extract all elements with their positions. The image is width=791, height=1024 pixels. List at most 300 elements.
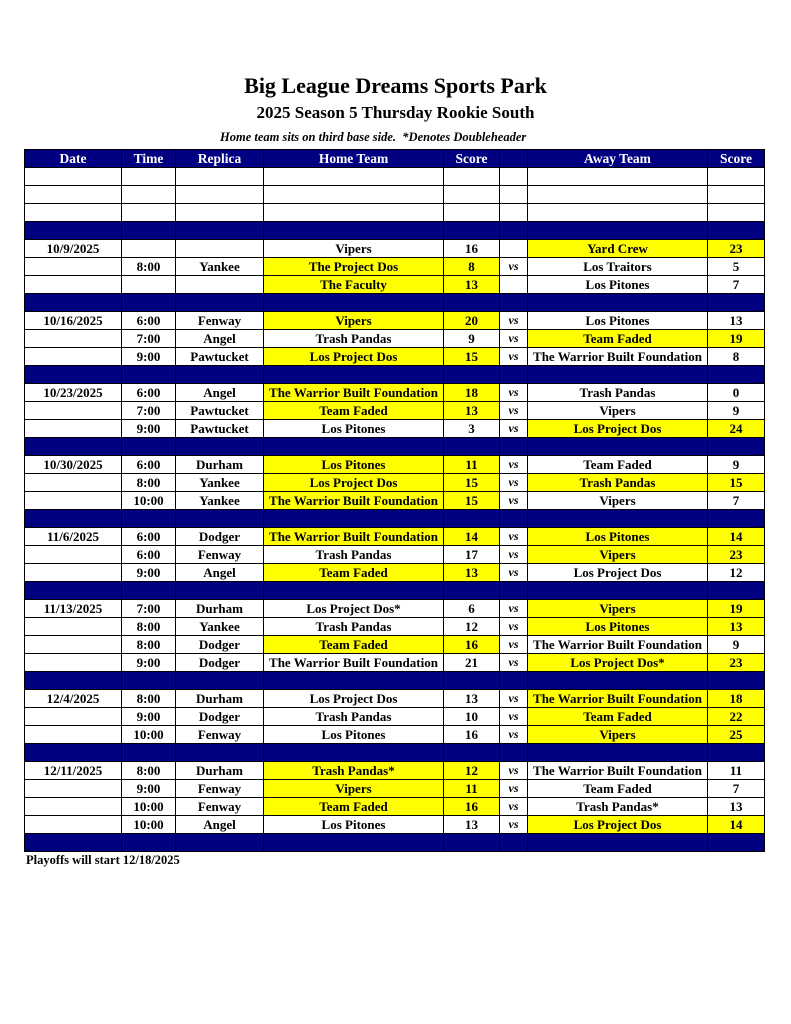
separator-cell xyxy=(264,834,444,852)
separator-cell xyxy=(122,834,176,852)
separator-cell xyxy=(528,366,708,384)
date-cell xyxy=(25,276,122,294)
home-team-cell: Team Faded xyxy=(264,564,444,582)
table-row xyxy=(25,258,765,276)
separator-cell xyxy=(264,438,444,456)
replica-cell: Durham xyxy=(176,762,264,780)
separator-cell xyxy=(122,294,176,312)
date-cell xyxy=(25,798,122,816)
away-score-cell: 7 xyxy=(708,780,765,798)
col-home-score: Score xyxy=(444,150,500,168)
away-team-cell: Los Pitones xyxy=(528,618,708,636)
separator-cell xyxy=(528,834,708,852)
away-score-cell: 13 xyxy=(708,312,765,330)
vs-cell: vs xyxy=(500,528,528,546)
separator-cell xyxy=(264,672,444,690)
date-cell: 11/13/2025 xyxy=(25,600,122,618)
home-team-cell: Los Pitones xyxy=(264,420,444,438)
away-score-cell: 9 xyxy=(708,636,765,654)
time-cell: 10:00 xyxy=(122,726,176,744)
time-cell: 10:00 xyxy=(122,492,176,510)
home-score-cell: 14 xyxy=(444,528,500,546)
separator-cell xyxy=(176,438,264,456)
away-team-cell: Los Pitones xyxy=(528,276,708,294)
vs-cell: vs xyxy=(500,564,528,582)
home-team-cell: Los Project Dos* xyxy=(264,600,444,618)
vs-cell: vs xyxy=(500,600,528,618)
home-score-cell: 13 xyxy=(444,690,500,708)
separator-cell xyxy=(122,672,176,690)
table-row xyxy=(25,636,765,654)
separator-cell xyxy=(528,582,708,600)
home-team-cell: Trash Pandas xyxy=(264,618,444,636)
home-team-cell: Vipers xyxy=(264,312,444,330)
away-team-cell: Vipers xyxy=(528,726,708,744)
separator-cell xyxy=(176,510,264,528)
separator-cell xyxy=(500,510,528,528)
table-row xyxy=(25,546,765,564)
vs-cell: vs xyxy=(500,330,528,348)
table-row xyxy=(25,330,765,348)
vs-cell: vs xyxy=(500,258,528,276)
time-cell: 7:00 xyxy=(122,600,176,618)
date-cell xyxy=(25,330,122,348)
separator-row xyxy=(25,744,765,762)
replica-cell: Dodger xyxy=(176,636,264,654)
blank-cell xyxy=(444,168,500,186)
blank-cell xyxy=(176,168,264,186)
schedule-note: Home team sits on third base side. *Denotes Doubleheader xyxy=(220,130,527,144)
away-team-cell: Los Project Dos xyxy=(528,816,708,834)
separator-cell xyxy=(528,744,708,762)
vs-cell: vs xyxy=(500,690,528,708)
replica-cell: Dodger xyxy=(176,528,264,546)
col-vs xyxy=(500,150,528,168)
home-team-cell: Trash Pandas xyxy=(264,708,444,726)
table-row xyxy=(25,276,765,294)
away-score-cell: 12 xyxy=(708,564,765,582)
date-cell xyxy=(25,780,122,798)
home-score-cell: 21 xyxy=(444,654,500,672)
vs-cell: vs xyxy=(500,798,528,816)
blank-cell xyxy=(122,204,176,222)
away-team-cell: Vipers xyxy=(528,492,708,510)
away-team-cell: The Warrior Built Foundation xyxy=(528,762,708,780)
away-team-cell: Team Faded xyxy=(528,708,708,726)
separator-cell xyxy=(444,672,500,690)
away-team-cell: Los Pitones xyxy=(528,528,708,546)
separator-cell xyxy=(25,222,122,240)
date-cell xyxy=(25,420,122,438)
separator-cell xyxy=(708,834,765,852)
time-cell: 8:00 xyxy=(122,618,176,636)
away-score-cell: 19 xyxy=(708,600,765,618)
time-cell: 9:00 xyxy=(122,420,176,438)
date-cell xyxy=(25,654,122,672)
separator-row xyxy=(25,366,765,384)
separator-cell xyxy=(528,294,708,312)
time-cell: 10:00 xyxy=(122,816,176,834)
separator-cell xyxy=(708,438,765,456)
separator-cell xyxy=(500,366,528,384)
time-cell: 6:00 xyxy=(122,456,176,474)
separator-cell xyxy=(444,510,500,528)
away-team-cell: Trash Pandas* xyxy=(528,798,708,816)
table-row xyxy=(25,600,765,618)
vs-cell: vs xyxy=(500,816,528,834)
date-cell xyxy=(25,258,122,276)
blank-cell xyxy=(25,204,122,222)
home-team-cell: Los Pitones xyxy=(264,456,444,474)
away-score-cell: 9 xyxy=(708,402,765,420)
separator-cell xyxy=(176,294,264,312)
time-cell: 9:00 xyxy=(122,780,176,798)
blank-cell xyxy=(444,204,500,222)
separator-cell xyxy=(708,744,765,762)
home-score-cell: 16 xyxy=(444,240,500,258)
separator-cell xyxy=(176,222,264,240)
table-row xyxy=(25,564,765,582)
page-title: Big League Dreams Sports Park xyxy=(244,73,547,98)
separator-cell xyxy=(444,438,500,456)
date-cell xyxy=(25,564,122,582)
separator-row xyxy=(25,582,765,600)
separator-cell xyxy=(528,672,708,690)
separator-cell xyxy=(264,366,444,384)
table-row xyxy=(25,348,765,366)
blank-row xyxy=(25,204,765,222)
separator-cell xyxy=(500,672,528,690)
separator-cell xyxy=(444,582,500,600)
table-row xyxy=(25,816,765,834)
blank-row xyxy=(25,168,765,186)
home-team-cell: Los Pitones xyxy=(264,816,444,834)
away-score-cell: 0 xyxy=(708,384,765,402)
separator-cell xyxy=(25,672,122,690)
blank-cell xyxy=(528,168,708,186)
blank-cell xyxy=(500,168,528,186)
blank-cell xyxy=(528,204,708,222)
blank-cell xyxy=(264,186,444,204)
col-replica: Replica xyxy=(176,150,264,168)
col-away-team: Away Team xyxy=(528,150,708,168)
away-score-cell: 24 xyxy=(708,420,765,438)
date-cell xyxy=(25,402,122,420)
date-cell: 10/16/2025 xyxy=(25,312,122,330)
separator-row xyxy=(25,438,765,456)
separator-cell xyxy=(176,366,264,384)
date-cell: 12/11/2025 xyxy=(25,762,122,780)
time-cell: 6:00 xyxy=(122,384,176,402)
time-cell xyxy=(122,240,176,258)
replica-cell: Angel xyxy=(176,384,264,402)
home-score-cell: 15 xyxy=(444,492,500,510)
away-team-cell: Los Pitones xyxy=(528,312,708,330)
blank-cell xyxy=(176,204,264,222)
home-team-cell: The Project Dos xyxy=(264,258,444,276)
separator-cell xyxy=(264,222,444,240)
time-cell: 9:00 xyxy=(122,564,176,582)
vs-cell: vs xyxy=(500,312,528,330)
blank-cell xyxy=(122,168,176,186)
home-score-cell: 11 xyxy=(444,780,500,798)
replica-cell: Dodger xyxy=(176,708,264,726)
date-cell xyxy=(25,618,122,636)
home-score-cell: 12 xyxy=(444,762,500,780)
replica-cell: Yankee xyxy=(176,492,264,510)
away-team-cell: Team Faded xyxy=(528,780,708,798)
table-row xyxy=(25,402,765,420)
table-row xyxy=(25,690,765,708)
time-cell: 10:00 xyxy=(122,798,176,816)
table-row xyxy=(25,492,765,510)
blank-cell xyxy=(500,204,528,222)
away-score-cell: 7 xyxy=(708,492,765,510)
table-row xyxy=(25,420,765,438)
away-team-cell: The Warrior Built Foundation xyxy=(528,636,708,654)
separator-cell xyxy=(122,366,176,384)
separator-cell xyxy=(528,510,708,528)
time-cell: 8:00 xyxy=(122,258,176,276)
vs-cell: vs xyxy=(500,456,528,474)
separator-cell xyxy=(444,222,500,240)
date-cell xyxy=(25,708,122,726)
away-score-cell: 11 xyxy=(708,762,765,780)
page-subtitle: 2025 Season 5 Thursday Rookie South xyxy=(256,103,535,122)
time-cell: 7:00 xyxy=(122,402,176,420)
separator-cell xyxy=(122,744,176,762)
separator-cell xyxy=(122,438,176,456)
blank-cell xyxy=(176,186,264,204)
replica-cell xyxy=(176,240,264,258)
home-score-cell: 3 xyxy=(444,420,500,438)
away-team-cell: Vipers xyxy=(528,546,708,564)
away-score-cell: 14 xyxy=(708,528,765,546)
away-team-cell: Los Project Dos* xyxy=(528,654,708,672)
separator-cell xyxy=(25,438,122,456)
home-score-cell: 15 xyxy=(444,474,500,492)
separator-cell xyxy=(264,582,444,600)
home-score-cell: 11 xyxy=(444,456,500,474)
time-cell: 9:00 xyxy=(122,348,176,366)
time-cell: 9:00 xyxy=(122,708,176,726)
separator-row xyxy=(25,510,765,528)
separator-cell xyxy=(444,366,500,384)
separator-cell xyxy=(708,582,765,600)
vs-cell xyxy=(500,240,528,258)
home-team-cell: Trash Pandas xyxy=(264,330,444,348)
home-team-cell: Los Project Dos xyxy=(264,690,444,708)
home-team-cell: The Faculty xyxy=(264,276,444,294)
away-score-cell: 8 xyxy=(708,348,765,366)
col-time: Time xyxy=(122,150,176,168)
vs-cell: vs xyxy=(500,618,528,636)
home-team-cell: Vipers xyxy=(264,780,444,798)
time-cell: 6:00 xyxy=(122,312,176,330)
home-score-cell: 17 xyxy=(444,546,500,564)
time-cell: 8:00 xyxy=(122,474,176,492)
replica-cell xyxy=(176,276,264,294)
replica-cell: Yankee xyxy=(176,474,264,492)
vs-cell: vs xyxy=(500,708,528,726)
separator-cell xyxy=(444,744,500,762)
blank-cell xyxy=(528,186,708,204)
date-cell: 10/30/2025 xyxy=(25,456,122,474)
table-row xyxy=(25,384,765,402)
replica-cell: Yankee xyxy=(176,618,264,636)
away-team-cell: Los Traitors xyxy=(528,258,708,276)
replica-cell: Durham xyxy=(176,690,264,708)
col-date: Date xyxy=(25,150,122,168)
home-score-cell: 12 xyxy=(444,618,500,636)
home-team-cell: The Warrior Built Foundation xyxy=(264,654,444,672)
home-team-cell: Los Project Dos xyxy=(264,348,444,366)
schedule-table xyxy=(24,149,765,852)
separator-cell xyxy=(500,294,528,312)
date-cell: 11/6/2025 xyxy=(25,528,122,546)
date-cell: 12/4/2025 xyxy=(25,690,122,708)
away-score-cell: 23 xyxy=(708,654,765,672)
separator-cell xyxy=(122,582,176,600)
away-score-cell: 5 xyxy=(708,258,765,276)
home-team-cell: Team Faded xyxy=(264,636,444,654)
blank-cell xyxy=(264,168,444,186)
home-score-cell: 20 xyxy=(444,312,500,330)
separator-cell xyxy=(176,582,264,600)
table-row xyxy=(25,618,765,636)
away-score-cell: 15 xyxy=(708,474,765,492)
replica-cell: Fenway xyxy=(176,726,264,744)
away-team-cell: Team Faded xyxy=(528,456,708,474)
date-cell: 10/23/2025 xyxy=(25,384,122,402)
blank-cell xyxy=(708,204,765,222)
home-team-cell: Team Faded xyxy=(264,798,444,816)
time-cell: 9:00 xyxy=(122,654,176,672)
vs-cell: vs xyxy=(500,726,528,744)
separator-cell xyxy=(708,672,765,690)
vs-cell xyxy=(500,276,528,294)
home-team-cell: Los Project Dos xyxy=(264,474,444,492)
vs-cell: vs xyxy=(500,384,528,402)
replica-cell: Fenway xyxy=(176,312,264,330)
separator-cell xyxy=(708,366,765,384)
time-cell: 8:00 xyxy=(122,690,176,708)
separator-row xyxy=(25,834,765,852)
separator-cell xyxy=(528,222,708,240)
blank-cell xyxy=(264,204,444,222)
away-score-cell: 13 xyxy=(708,618,765,636)
separator-cell xyxy=(500,744,528,762)
replica-cell: Angel xyxy=(176,816,264,834)
table-row xyxy=(25,528,765,546)
time-cell: 8:00 xyxy=(122,636,176,654)
date-cell xyxy=(25,474,122,492)
away-score-cell: 19 xyxy=(708,330,765,348)
table-row xyxy=(25,798,765,816)
table-row xyxy=(25,312,765,330)
replica-cell: Angel xyxy=(176,330,264,348)
table-row xyxy=(25,780,765,798)
home-team-cell: Team Faded xyxy=(264,402,444,420)
away-score-cell: 22 xyxy=(708,708,765,726)
home-score-cell: 10 xyxy=(444,708,500,726)
vs-cell: vs xyxy=(500,348,528,366)
replica-cell: Yankee xyxy=(176,258,264,276)
separator-cell xyxy=(176,672,264,690)
vs-cell: vs xyxy=(500,420,528,438)
away-score-cell: 23 xyxy=(708,546,765,564)
table-row xyxy=(25,708,765,726)
blank-cell xyxy=(25,186,122,204)
date-cell xyxy=(25,546,122,564)
home-team-cell: Trash Pandas* xyxy=(264,762,444,780)
date-cell xyxy=(25,492,122,510)
separator-cell xyxy=(500,222,528,240)
footer-note: Playoffs will start 12/18/2025 xyxy=(26,853,180,867)
away-team-cell: Trash Pandas xyxy=(528,474,708,492)
separator-cell xyxy=(176,834,264,852)
blank-cell xyxy=(444,186,500,204)
date-cell xyxy=(25,636,122,654)
away-score-cell: 14 xyxy=(708,816,765,834)
separator-cell xyxy=(122,510,176,528)
separator-cell xyxy=(25,834,122,852)
away-team-cell: Los Project Dos xyxy=(528,564,708,582)
vs-cell: vs xyxy=(500,546,528,564)
date-cell xyxy=(25,726,122,744)
blank-row xyxy=(25,186,765,204)
away-team-cell: Yard Crew xyxy=(528,240,708,258)
replica-cell: Durham xyxy=(176,600,264,618)
home-team-cell: Los Pitones xyxy=(264,726,444,744)
table-body xyxy=(25,168,765,852)
table-row xyxy=(25,474,765,492)
table-row xyxy=(25,456,765,474)
vs-cell: vs xyxy=(500,762,528,780)
replica-cell: Fenway xyxy=(176,798,264,816)
vs-cell: vs xyxy=(500,492,528,510)
home-score-cell: 13 xyxy=(444,564,500,582)
home-score-cell: 13 xyxy=(444,402,500,420)
separator-cell xyxy=(25,294,122,312)
date-cell xyxy=(25,348,122,366)
home-score-cell: 9 xyxy=(444,330,500,348)
blank-cell xyxy=(122,186,176,204)
away-score-cell: 18 xyxy=(708,690,765,708)
blank-cell xyxy=(25,168,122,186)
vs-cell: vs xyxy=(500,402,528,420)
col-away-score: Score xyxy=(708,150,765,168)
separator-cell xyxy=(25,744,122,762)
replica-cell: Dodger xyxy=(176,654,264,672)
separator-cell xyxy=(708,510,765,528)
replica-cell: Pawtucket xyxy=(176,348,264,366)
replica-cell: Angel xyxy=(176,564,264,582)
blank-cell xyxy=(708,168,765,186)
blank-cell xyxy=(708,186,765,204)
away-score-cell: 25 xyxy=(708,726,765,744)
replica-cell: Fenway xyxy=(176,780,264,798)
separator-cell xyxy=(500,582,528,600)
home-score-cell: 16 xyxy=(444,636,500,654)
time-cell: 7:00 xyxy=(122,330,176,348)
table-row xyxy=(25,654,765,672)
away-team-cell: Trash Pandas xyxy=(528,384,708,402)
home-score-cell: 6 xyxy=(444,600,500,618)
separator-cell xyxy=(708,222,765,240)
time-cell xyxy=(122,276,176,294)
time-cell: 6:00 xyxy=(122,546,176,564)
